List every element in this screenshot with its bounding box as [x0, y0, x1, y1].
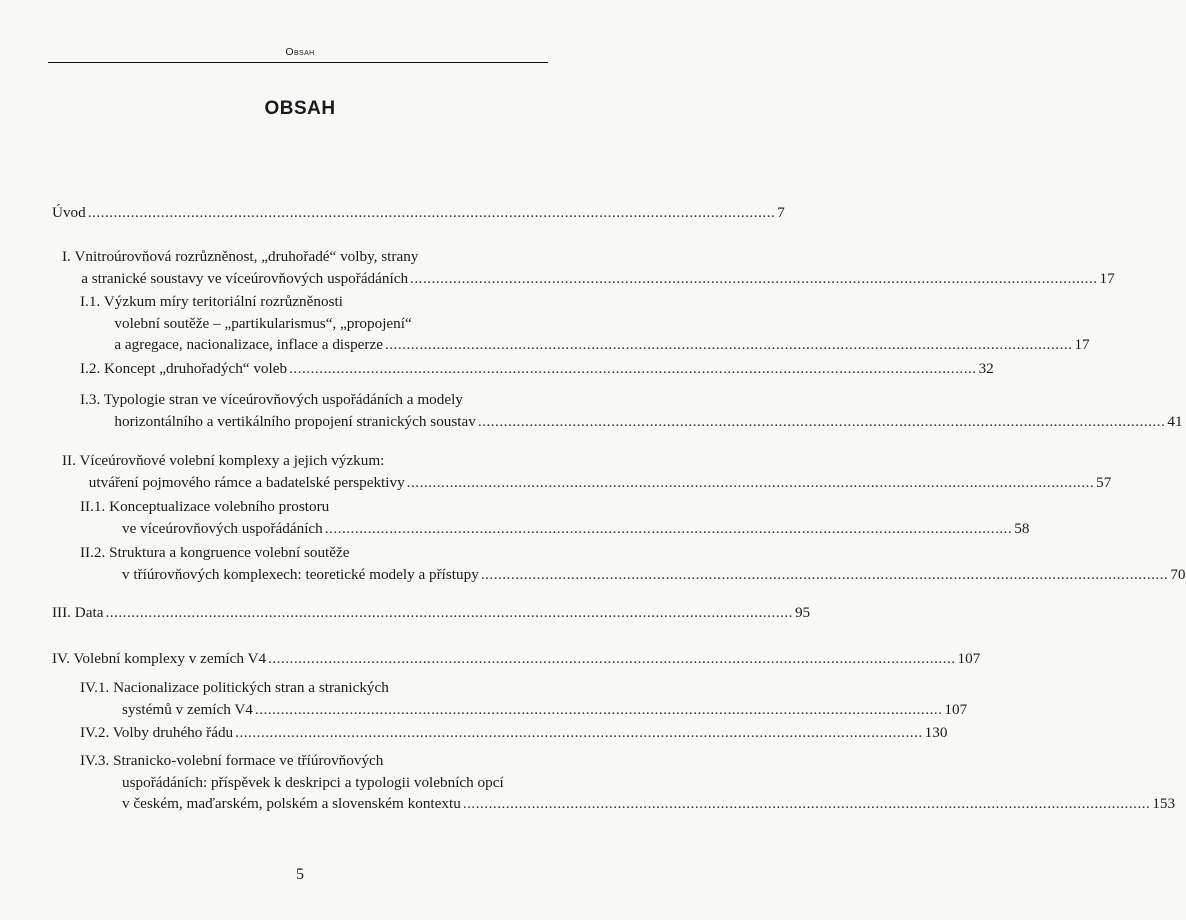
toc-entry-text: [80, 542, 516, 564]
dot-leader: ................................................................................................................................................................: [410, 269, 1098, 287]
toc-entry-line: a agregace, nacionalizace, inflace a disperze: [114, 336, 383, 353]
toc-entry: [80, 542, 1186, 585]
toc-entry-text: [80, 291, 516, 313]
toc-entry-text: [80, 411, 476, 433]
toc-entry-text: [80, 750, 516, 772]
toc-entry-line: systémů v zemích V4: [122, 700, 253, 718]
table-of-contents: [52, 0, 1186, 920]
toc-entry: [80, 677, 968, 720]
toc-entry-number: I.2.: [80, 360, 101, 377]
toc-entry-line: volební soutěže – „partikularismus“, „propojení“: [114, 314, 412, 332]
toc-entry-text: [80, 518, 323, 540]
dot-leader: ................................................................................................................................................................: [462, 795, 1151, 812]
toc-entry-text: [80, 677, 516, 699]
toc-entry-text: [80, 772, 516, 794]
toc-entry-line: Konceptualizace volebního prostoru: [109, 498, 330, 515]
toc-entry-line: Stranicko-volební formace ve tříúrovňových: [113, 752, 384, 769]
toc-page-number: 107: [957, 650, 981, 667]
toc-entry-number: IV.2.: [80, 724, 110, 741]
toc-page-number: 58: [1014, 519, 1030, 537]
toc-entry-line: Volby druhého řádu: [112, 724, 234, 741]
dot-leader: ................................................................................................................................................................: [105, 604, 793, 621]
toc-entry-line: v tříúrovňových komplexech: teoretické modely a přístupy: [122, 565, 479, 583]
toc-entry-number: I.1.: [80, 293, 101, 310]
toc-entry: [80, 358, 994, 380]
dot-leader: ................................................................................................................................................................: [480, 565, 1169, 583]
toc-entry-line: Koncept „druhořadých“ voleb: [104, 360, 288, 377]
toc-page-number: 57: [1096, 473, 1112, 491]
toc-entry-line: uspořádáních: příspěvek k deskripci a typologii volebních opcí: [122, 773, 504, 791]
toc-entry-number: II.2.: [80, 544, 106, 561]
toc-entry-text: [80, 496, 516, 518]
toc-entry-line: Víceúrovňové volební komplexy a jejich výzkum:: [79, 452, 385, 469]
toc-page-number: 17: [1099, 269, 1115, 287]
dot-leader: ................................................................................................................................................................: [268, 650, 956, 667]
toc-entry-text: [62, 450, 516, 472]
toc-page-number: 70: [1170, 565, 1186, 583]
toc-entry-number: IV.1.: [80, 679, 110, 696]
toc-entry-number: II.1.: [80, 498, 106, 515]
toc-page-number: 32: [978, 360, 994, 377]
toc-entry-line: utváření pojmového rámce a badatelské perspektivy: [88, 473, 405, 491]
running-head: Obsah: [285, 46, 315, 58]
toc-entry-text: [80, 313, 516, 335]
toc-entry-text: [80, 389, 516, 411]
toc-page-number: 153: [1152, 795, 1176, 812]
toc-entry: [62, 450, 1112, 493]
toc-entry: [52, 602, 811, 624]
toc-entry-text: [62, 472, 405, 494]
toc-entry-text: [52, 602, 103, 624]
toc-page-number: 130: [924, 724, 948, 741]
toc-entry-line: v českém, maďarském, polském a slovenském kontextu: [122, 795, 461, 812]
toc-entry: [80, 496, 1030, 539]
toc-page-number: 41: [1167, 412, 1183, 430]
toc-entry: [52, 648, 981, 670]
toc-entry-text: [62, 268, 408, 290]
toc-entry-text: [52, 648, 266, 670]
toc-entry: [80, 722, 948, 744]
toc-entry-number: I.3.: [80, 391, 101, 408]
dot-leader: ................................................................................................................................................................: [406, 473, 1095, 491]
toc-entry-text: [80, 699, 253, 721]
dot-leader: ................................................................................................................................................................: [384, 336, 1073, 353]
toc-page-number: 7: [777, 204, 785, 221]
toc-entry: [62, 246, 1115, 289]
toc-entry-line: Volební komplexy v zemích V4: [73, 650, 267, 667]
toc-entry-text: [62, 246, 516, 268]
dot-leader: ................................................................................................................................................................: [477, 412, 1166, 430]
toc-entry-number: I.: [62, 248, 71, 265]
toc-entry-line: Nacionalizace politických stran a stranických: [113, 679, 389, 696]
toc-entry-line: Data: [74, 604, 104, 621]
dot-leader: ................................................................................................................................................................: [254, 700, 943, 718]
toc-entry-line: a stranické soustavy ve víceúrovňových uspořádáních: [81, 269, 409, 287]
dot-leader: ................................................................................................................................................................: [87, 204, 776, 221]
toc-entry: [80, 291, 1090, 356]
toc-entry-text: [52, 202, 86, 224]
toc-entry: [52, 202, 785, 224]
toc-page-number: 107: [944, 700, 968, 718]
toc-page-number: 95: [794, 604, 811, 621]
toc-page-number: 17: [1074, 336, 1090, 353]
page-number: 5: [296, 866, 304, 883]
toc-entry-line: ve víceúrovňových uspořádáních: [122, 519, 323, 537]
dot-leader: ................................................................................................................................................................: [289, 360, 977, 377]
toc-entry-text: [80, 564, 479, 586]
dot-leader: ................................................................................................................................................................: [235, 724, 923, 741]
toc-entry-number: II.: [62, 452, 76, 469]
toc-entry-text: [80, 722, 233, 744]
page-title: OBSAH: [264, 98, 336, 119]
toc-entry-line: Výzkum míry teritoriální rozrůzněnosti: [103, 293, 343, 310]
toc-entry-text: [80, 334, 383, 356]
toc-entry-line: Úvod: [52, 204, 86, 221]
toc-entry-number: IV.3.: [80, 752, 110, 769]
toc-entry-number: IV.: [52, 650, 70, 667]
dot-leader: ................................................................................................................................................................: [324, 519, 1013, 537]
toc-entry-number: III.: [52, 604, 71, 621]
toc-entry-line: Vnitroúrovňová rozrůzněnost, „druhořadé“ volby, strany: [74, 248, 419, 265]
toc-entry-text: [80, 793, 461, 815]
toc-entry: [80, 750, 1176, 815]
toc-entry: [80, 389, 1183, 432]
toc-entry-line: Struktura a kongruence volební soutěže: [109, 544, 350, 561]
toc-entry-line: horizontálního a vertikálního propojení stranických soustav: [114, 412, 476, 430]
toc-entry-line: Typologie stran ve víceúrovňových uspořádáních a modely: [103, 391, 463, 408]
toc-entry-text: [80, 358, 287, 380]
